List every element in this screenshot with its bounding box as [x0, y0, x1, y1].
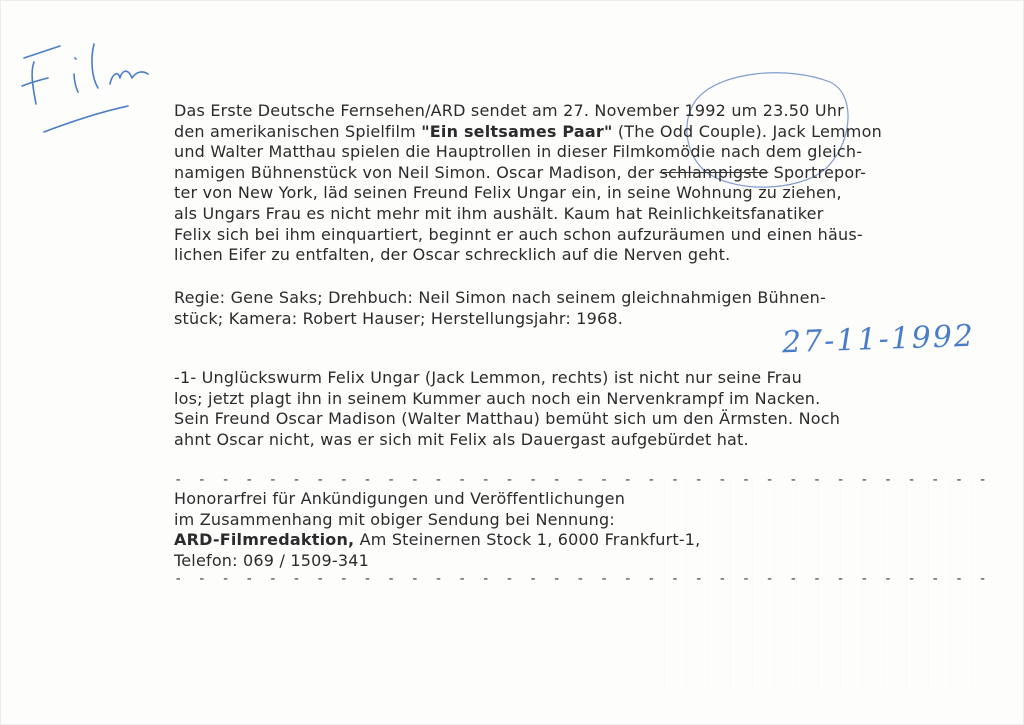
caption-line-2: los; jetzt plagt ihn in seinem Kummer auch noch ein Nervenkrampf im Nacken. — [174, 388, 821, 408]
footer-line-1: Honorarfrei für Ankündigungen und Veröffentlichungen — [174, 489, 626, 508]
footer-address: Am Steinernen Stock 1, 6000 Frankfurt-1, — [354, 530, 701, 550]
caption-line-3: Sein Freund Oscar Madison (Walter Matthau) bemüht sich um den Ärmsten. Noch — [174, 409, 841, 429]
synopsis-line-8: lichen Eifer zu entfalten, der Oscar schrecklich auf die Nerven geht. — [174, 245, 731, 265]
synopsis-paragraph — [174, 101, 974, 266]
credits-paragraph — [174, 288, 914, 329]
credits-line-2: stück; Kamera: Robert Hauser; Herstellungsjahr: 1968. — [174, 308, 624, 328]
film-title: "Ein seltsames Paar" — [421, 121, 613, 141]
caption-line-1: -1- Unglückswurm Felix Ungar (Jack Lemmon, rechts) ist nicht nur seine Frau — [174, 368, 802, 387]
footer-line-2: im Zusammenhang mit obiger Sendung bei Nennung: — [174, 509, 615, 529]
synopsis-line-3: und Walter Matthau spielen die Hauptrollen in dieser Filmkomödie nach dem gleich- — [174, 142, 863, 162]
handwritten-date: 27-11-1992 — [781, 318, 976, 361]
footer-line-3 — [174, 530, 794, 551]
synopsis-line-1: Das Erste Deutsche Fernsehen/ARD sendet am 27. November 1992 um 23.50 Uhr — [174, 101, 844, 120]
synopsis-line-2: den amerikanischen Spielfilm "Ein seltsames Paar" (The Odd Couple). Jack Lemmon — [174, 121, 882, 141]
photo-caption — [174, 368, 974, 450]
synopsis-line-7: Felix sich bei ihm einquartiert, beginnt er auch schon aufzuräumen und einen häus- — [174, 224, 863, 244]
struck-word: schlampigste — [659, 162, 769, 182]
credits-line-1: Regie: Gene Saks; Drehbuch: Neil Simon nach seinem gleichnahmigen Bühnen- — [174, 288, 826, 307]
separator-bottom: - - - - - - - - - - - - - - - - - - - - - - - - - - - - - - - - - - - — [174, 571, 991, 587]
footer-org: ARD-Filmredaktion, — [174, 530, 355, 550]
synopsis-line-4: namigen Bühnenstück von Neil Simon. Oscar Madison, der schlampigste Sportrepor- — [174, 162, 867, 182]
caption-line-4: ahnt Oscar nicht, was er sich mit Felix als Dauergast aufgebürdet hat. — [174, 429, 749, 449]
synopsis-line-5: ter von New York, läd seinen Freund Felix Ungar ein, in seine Wohnung zu ziehen, — [174, 183, 842, 203]
synopsis-line-6: als Ungars Frau es nicht mehr mit ihm aushält. Kaum hat Reinlichkeitsfanatiker — [174, 203, 824, 223]
separator-top: - - - - - - - - - - - - - - - - - - - - - - - - - - - - - - - - - - - — [174, 472, 991, 488]
footer-phone: Telefon: 069 / 1509-341 — [174, 550, 369, 570]
footer-block — [174, 489, 794, 571]
